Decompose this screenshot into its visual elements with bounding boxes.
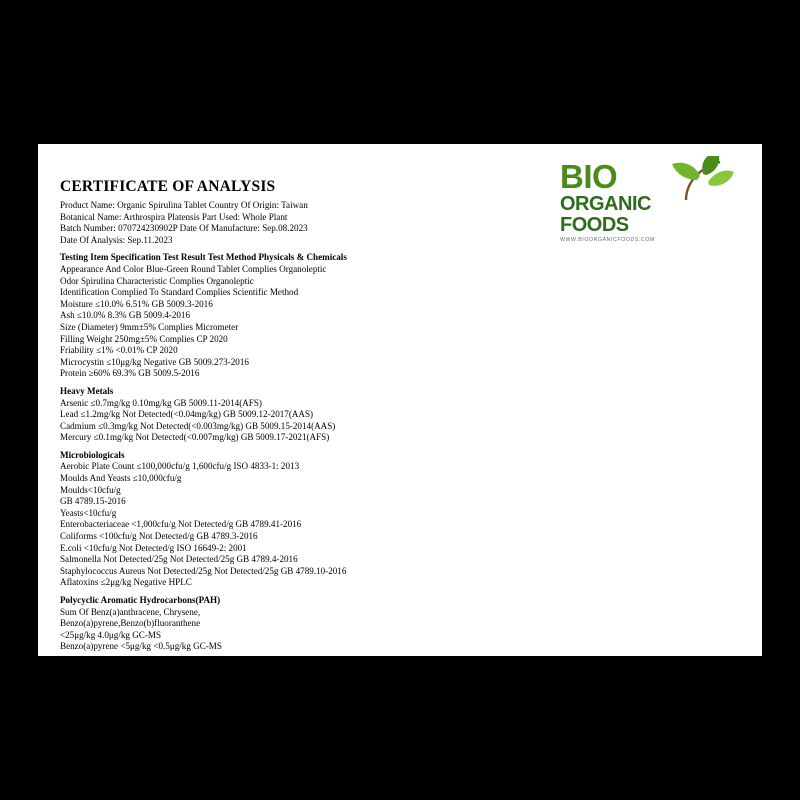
section-line: Microcystin ≤10μg/kg Negative GB 5009.273-2016 xyxy=(60,356,249,367)
section-line: Arsenic ≤0.7mg/kg 0.10mg/kg GB 5009.11-2014(AFS) xyxy=(60,397,262,408)
section-line: GB 4789.15-2016 xyxy=(60,496,126,507)
section-physicals-chemicals xyxy=(60,252,620,380)
header-line: Batch Number: 070724230902P Date Of Manufacture: Sep.08.2023 xyxy=(60,223,308,234)
section-line: Size (Diameter) 9mm±5% Complies Micrometer xyxy=(60,321,239,332)
section-line: Mercury ≤0.1mg/kg Not Detected(<0.007mg/kg) GB 5009.17-2021(AFS) xyxy=(60,432,330,443)
section-line: Salmonella Not Detected/25g Not Detected/25g GB 4789.4-2016 xyxy=(60,554,298,565)
section-line: Lead ≤1.2mg/kg Not Detected(<0.04mg/kg) GB 5009.12-2017(AAS) xyxy=(60,409,314,420)
section-line: Enterobacteriaceae <1,000cfu/g Not Detected/g GB 4789.41-2016 xyxy=(60,519,302,530)
logo-line-organic: ORGANIC xyxy=(560,193,651,215)
section-line: Aerobic Plate Count ≤100,000cfu/g 1,600cfu/g ISO 4833-1: 2013 xyxy=(60,461,300,472)
leaf-icon xyxy=(656,156,734,202)
section-line: Appearance And Color Blue-Green Round Tablet Complies Organoleptic xyxy=(60,263,327,274)
logo-line-bio: BIO xyxy=(560,158,618,195)
section-line: Odor Spirulina Characteristic Complies Organoleptic xyxy=(60,275,254,286)
section-line: Coliforms <100cfu/g Not Detected/g GB 4789.3-2016 xyxy=(60,531,258,542)
section-line: Ash ≤10.0% 8.3% GB 5009.4-2016 xyxy=(60,310,191,321)
section-heavy-metals xyxy=(60,386,620,444)
section-line: <25μg/kg 4.0μg/kg GC-MS xyxy=(60,629,162,640)
section-heading: Heavy Metals xyxy=(60,385,114,396)
section-pah xyxy=(60,595,620,653)
section-line: Benzo(a)pyrene,Benzo(b)fluoranthene xyxy=(60,618,201,629)
section-line: Staphylococcus Aureus Not Detected/25g Not Detected/25g GB 4789.10-2016 xyxy=(60,565,347,576)
section-microbiologicals xyxy=(60,450,620,589)
section-heading: Microbiologicals xyxy=(60,449,125,460)
logo-website-url: WWW.BIOORGANICFOODS.COM xyxy=(560,237,655,243)
header-line: Product Name: Organic Spirulina Tablet Country Of Origin: Taiwan xyxy=(60,200,308,210)
section-line: Benzo(a)pyrene <5μg/kg <0.5μg/kg GC-MS xyxy=(60,641,222,652)
section-line: Aflatoxins ≤2μg/kg Negative HPLC xyxy=(60,577,192,588)
section-heading: Testing Item Specification Test Result Test Method Physicals & Chemicals xyxy=(60,252,347,263)
header-line: Date Of Analysis: Sep.11.2023 xyxy=(60,234,173,245)
section-line: Identification Complied To Standard Complies Scientific Method xyxy=(60,287,299,298)
logo-line-foods: FOODS xyxy=(560,214,629,236)
page-title: CERTIFICATE OF ANALYSIS xyxy=(60,178,276,195)
section-line: Filling Weight 250mg±5% Complies CP 2020 xyxy=(60,333,228,344)
section-line: Protein ≥60% 69.3% GB 5009.5-2016 xyxy=(60,368,200,379)
certificate-page xyxy=(38,144,762,656)
section-line: Moisture ≤10.0% 6.51% GB 5009.3-2016 xyxy=(60,298,213,309)
section-line: E.coli <10cfu/g Not Detected/g ISO 16649-2: 2001 xyxy=(60,542,247,553)
section-line: Yeasts<10cfu/g xyxy=(60,507,117,518)
section-line: Moulds<10cfu/g xyxy=(60,484,121,495)
section-line: Friability ≤1% <0.01% CP 2020 xyxy=(60,345,178,356)
header-block xyxy=(60,200,620,246)
section-line: Sum Of Benz(a)anthracene, Chrysene, xyxy=(60,606,201,617)
header-line: Botanical Name: Arthrospira Platensis Part Used: Whole Plant xyxy=(60,211,288,222)
section-heading: Polycyclic Aromatic Hydrocarbons(PAH) xyxy=(60,595,221,605)
section-line: Cadmium ≤0.3mg/kg Not Detected(<0.003mg/kg) GB 5009.15-2014(AAS) xyxy=(60,420,336,431)
section-line: Moulds And Yeasts ≤10,000cfu/g xyxy=(60,473,182,484)
certificate-content xyxy=(60,178,620,653)
